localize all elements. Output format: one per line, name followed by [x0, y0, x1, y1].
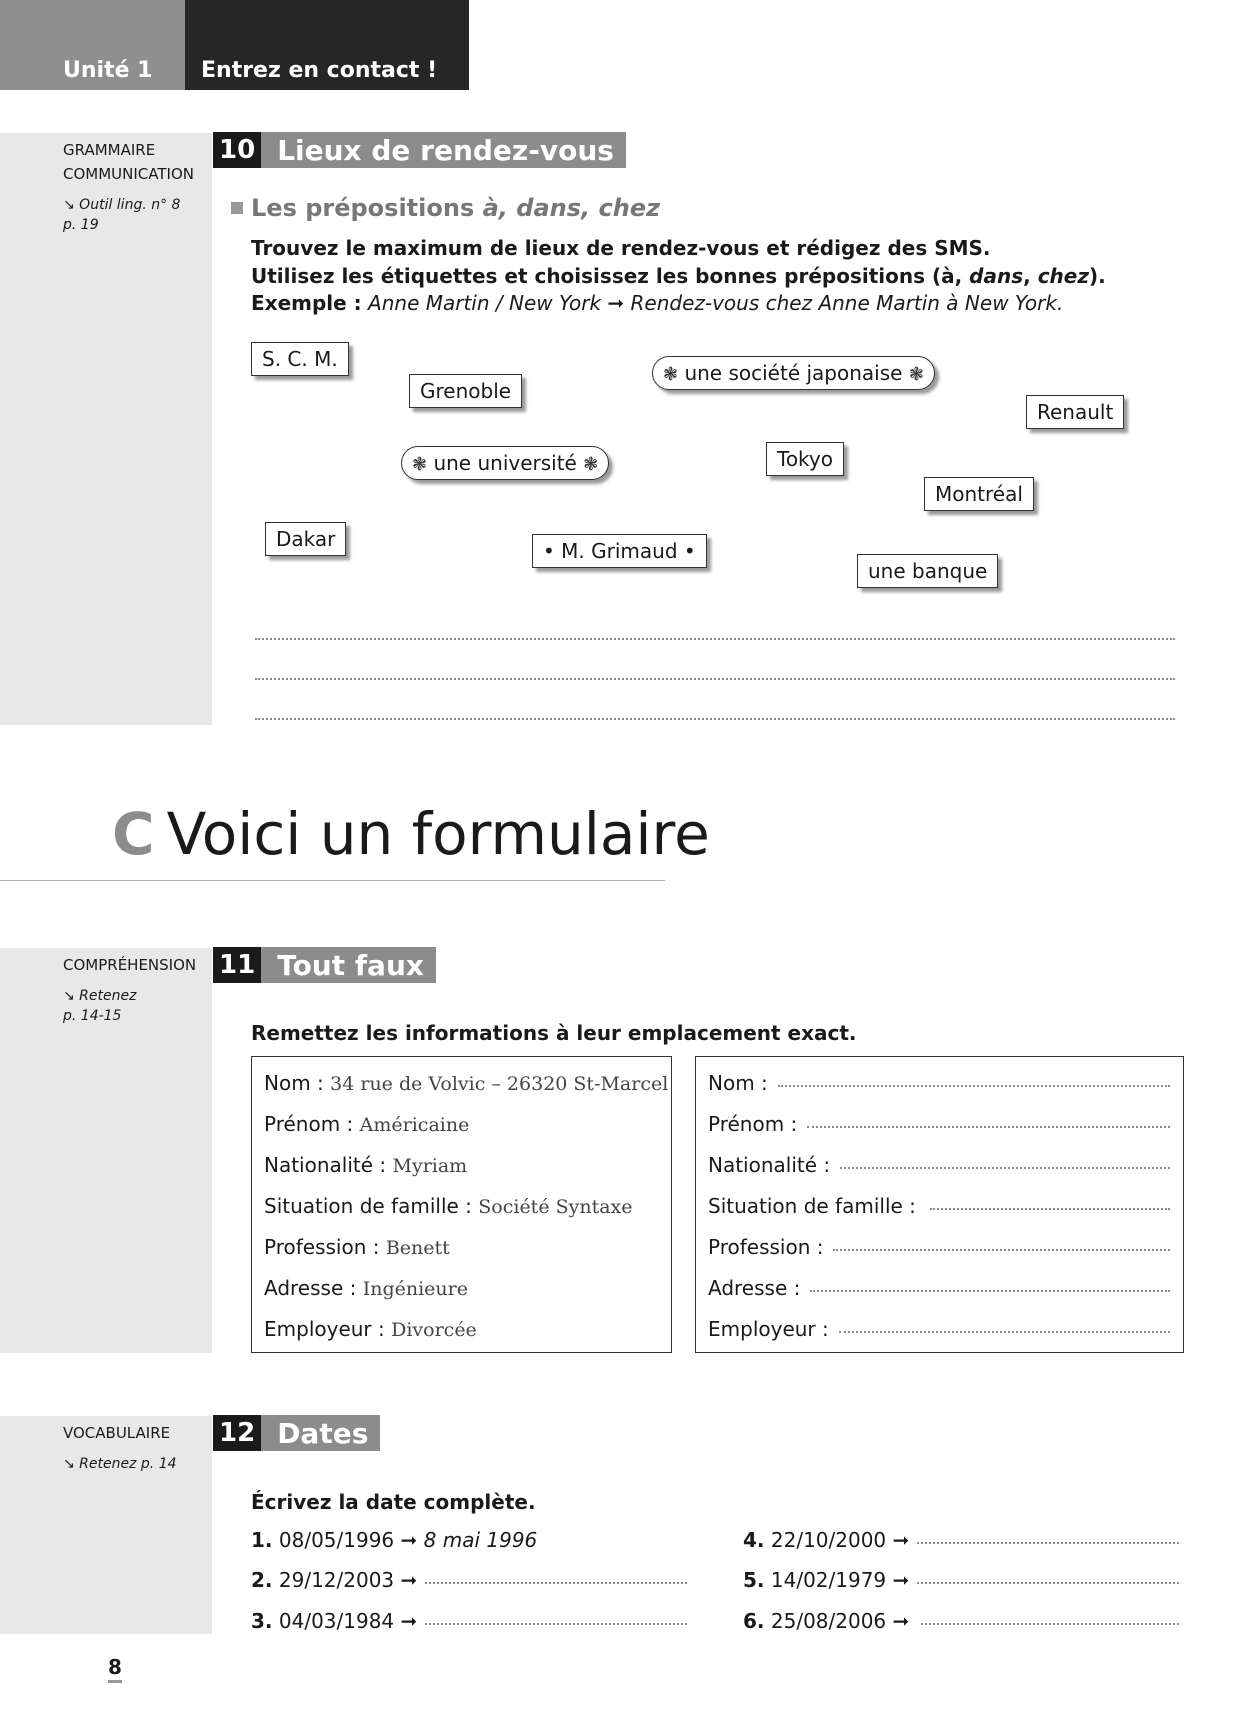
form-row: Adresse :	[708, 1276, 1170, 1300]
form-row: Situation de famille :	[708, 1194, 1170, 1218]
ornament-icon: ❃	[663, 364, 679, 385]
example-line: Exemple : Anne Martin / New York ➞ Rendez-vous chez Anne Martin à New York.	[251, 291, 1064, 315]
page-number: 8	[108, 1655, 122, 1683]
tag-banque: une banque	[857, 554, 998, 588]
fill-in-line[interactable]	[778, 1071, 1170, 1087]
date-item: 6. 25/08/2006 ➞	[743, 1609, 1179, 1633]
arrow-icon: ➞	[400, 1528, 418, 1552]
date-item: 1. 08/05/1996 ➞ 8 mai 1996	[251, 1528, 538, 1552]
fill-in-line[interactable]	[840, 1153, 1170, 1169]
reference-link: ↘ Outil ling. n° 8	[63, 197, 181, 213]
fill-in-line[interactable]	[921, 1609, 1179, 1625]
date-item: 4. 22/10/2000 ➞	[743, 1528, 1179, 1552]
fill-in-line[interactable]	[425, 1609, 687, 1625]
fill-in-line[interactable]	[930, 1194, 1170, 1210]
answer-form-box	[695, 1056, 1184, 1353]
form-row: Situation de famille : Société Syntaxe	[264, 1194, 633, 1218]
exercise-title: Dates	[261, 1415, 380, 1451]
arrow-icon: ➞	[892, 1609, 910, 1633]
square-bullet-icon	[231, 202, 243, 214]
tag-scm: S. C. M.	[251, 342, 349, 376]
exercise-number: 10	[213, 132, 261, 168]
exercise-11-heading	[213, 947, 436, 983]
tag-montreal: Montréal	[924, 477, 1034, 511]
form-row: Nom : 34 rue de Volvic – 26320 St-Marcel	[264, 1071, 669, 1095]
form-row: Nom :	[708, 1071, 1170, 1095]
form-row: Prénom :	[708, 1112, 1170, 1136]
tag-dakar: Dakar	[265, 522, 346, 556]
sidebar-ex11	[0, 948, 212, 1353]
fill-in-line[interactable]	[917, 1568, 1179, 1584]
form-row: Employeur : Divorcée	[264, 1317, 477, 1341]
skill-label-comprehension: COMPRÉHENSION	[63, 956, 197, 974]
reference-link: ↘ Retenez	[63, 988, 137, 1004]
fill-in-line[interactable]	[425, 1568, 687, 1584]
wrong-form-box	[251, 1056, 672, 1353]
tag-grenoble: Grenoble	[409, 374, 522, 408]
fill-in-line[interactable]	[833, 1235, 1170, 1251]
exercise-11-instruction: Remettez les informations à leur emplacement exact.	[251, 1021, 857, 1045]
instruction-line-1: Trouvez le maximum de lieux de rendez-vous et rédigez des SMS.	[251, 236, 991, 260]
skill-label-vocabulary: VOCABULAIRE	[63, 1424, 171, 1442]
tag-societe-japonaise: ❃ une société japonaise ❃	[652, 356, 935, 390]
exercise-12-heading	[213, 1415, 380, 1451]
tag-tokyo: Tokyo	[766, 442, 844, 476]
section-letter: C	[112, 800, 155, 868]
answer-line[interactable]	[255, 678, 1175, 680]
form-row: Adresse : Ingénieure	[264, 1276, 468, 1300]
instruction-line-2: Utilisez les étiquettes et choisissez les bonnes prépositions (à, dans, chez).	[251, 264, 1106, 288]
exercise-title: Tout faux	[261, 947, 436, 983]
exercise-number: 12	[213, 1415, 261, 1451]
date-item: 2. 29/12/2003 ➞	[251, 1568, 687, 1592]
skill-label-grammar: GRAMMAIRE	[63, 141, 156, 159]
sidebar-ex12	[0, 1416, 212, 1634]
ornament-icon: ❃	[908, 364, 924, 385]
unit-title-tab	[185, 0, 469, 90]
tag-grimaud: • M. Grimaud •	[532, 534, 707, 568]
reference-page: p. 14-15	[63, 1008, 122, 1024]
ornament-icon: ❃	[412, 454, 428, 475]
fill-in-line[interactable]	[917, 1528, 1179, 1544]
arrow-icon: ➞	[892, 1568, 910, 1592]
unit-label: Unité 1	[63, 58, 153, 83]
form-row: Profession : Benett	[264, 1235, 450, 1259]
section-divider	[0, 880, 665, 881]
form-row: Employeur :	[708, 1317, 1170, 1341]
exercise-subtitle: Les prépositions à, dans, chez	[231, 194, 660, 222]
form-row: Nationalité : Myriam	[264, 1153, 468, 1177]
exercise-title: Lieux de rendez-vous	[261, 132, 626, 168]
arrow-icon: ➞	[892, 1528, 910, 1552]
arrow-icon: ➞	[400, 1609, 418, 1633]
section-c-heading	[112, 800, 710, 868]
answer-line[interactable]	[255, 718, 1175, 720]
date-item: 3. 04/03/1984 ➞	[251, 1609, 687, 1633]
fill-in-line[interactable]	[807, 1112, 1170, 1128]
ornament-icon: ❃	[583, 454, 599, 475]
skill-label-communication: COMMUNICATION	[63, 165, 194, 183]
unit-title: Entrez en contact !	[201, 58, 438, 83]
unit-tab	[0, 0, 185, 90]
fill-in-line[interactable]	[810, 1276, 1170, 1292]
exercise-12-instruction: Écrivez la date complète.	[251, 1490, 536, 1514]
exercise-10-heading	[213, 132, 626, 168]
form-row: Nationalité :	[708, 1153, 1170, 1177]
exercise-number: 11	[213, 947, 261, 983]
date-item: 5. 14/02/1979 ➞	[743, 1568, 1179, 1592]
form-row: Prénom : Américaine	[264, 1112, 470, 1136]
answer-line[interactable]	[255, 638, 1175, 640]
reference-link: ↘ Retenez p. 14	[63, 1456, 177, 1472]
reference-page: p. 19	[63, 217, 99, 233]
tag-renault: Renault	[1026, 395, 1124, 429]
tag-universite: ❃ une université ❃	[401, 446, 609, 480]
sidebar-ex10	[0, 133, 212, 725]
fill-in-line[interactable]	[839, 1317, 1170, 1333]
arrow-icon: ➞	[400, 1568, 418, 1592]
form-row: Profession :	[708, 1235, 1170, 1259]
section-title: Voici un formulaire	[166, 800, 710, 868]
